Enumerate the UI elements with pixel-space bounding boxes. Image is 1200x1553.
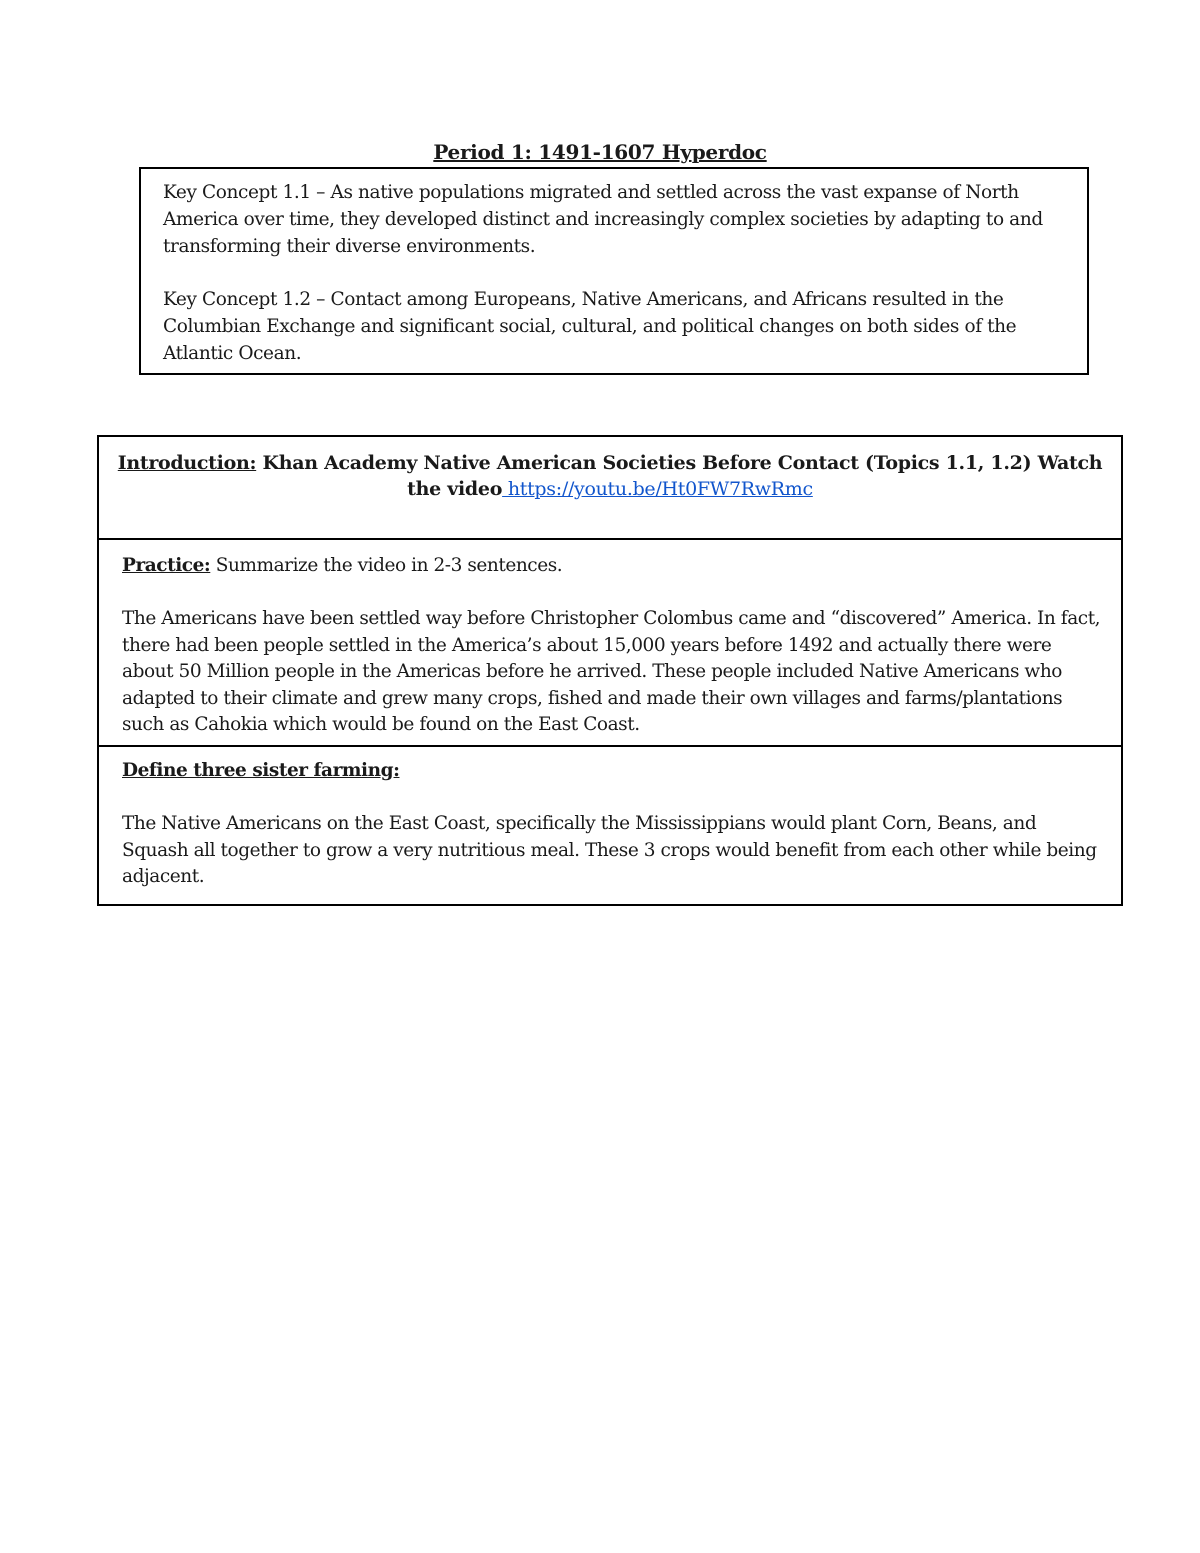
hyperdoc-table — [97, 435, 1123, 906]
practice-label: Practice: — [122, 555, 211, 576]
key-concept-1-2: Key Concept 1.2 – Contact among Europeans, Native Americans, and Africans resulted in the Columbian Exchange and significant social, cultural, and political changes on both sides of the Atlantic Ocean. — [163, 289, 1017, 364]
key-concept-1-1: Key Concept 1.1 – As native populations migrated and settled across the vast expanse of North America over time, they developed distinct and increasingly complex societies by adapting to and transforming their diverse environments. — [163, 182, 1043, 257]
introduction-row — [99, 437, 1121, 540]
define-prompt — [122, 758, 1102, 785]
define-answer[interactable]: The Native Americans on the East Coast, specifically the Mississippians would plant Corn, Beans, and Squash all together to grow a very nutritious meal. These 3 crops would benefit from each other while being adjacent. — [122, 813, 1097, 887]
practice-prompt — [122, 553, 1102, 580]
page-title: Period 1: 1491-1607 Hyperdoc — [433, 140, 767, 164]
introduction-text — [99, 450, 1121, 502]
practice-instructions: Summarize the video in 2-3 sentences. — [210, 555, 563, 576]
define-label: Define three sister farming: — [122, 760, 400, 781]
define-row — [99, 747, 1121, 904]
key-concepts-box — [139, 167, 1089, 375]
introduction-description: Khan Academy Native American Societies Before Contact (Topics 1.1, 1.2) Watch the video — [256, 452, 1103, 500]
practice-answer[interactable]: The Americans have been settled way before Christopher Colombus came and “discovered” America. In fact, there had been people settled in the America’s about 15,000 years before 1492 and actually there were about 50 Million people in the Americas before he arrived. These people included Native Americans who adapted to their climate and grew many crops, fished and made their own villages and farms/plantations such as Cahokia which would be found on the East Coast. — [122, 608, 1101, 735]
video-link[interactable]: https://youtu.be/Ht0FW7RwRmc — [502, 478, 813, 500]
practice-row — [99, 540, 1121, 747]
introduction-label: Introduction: — [117, 452, 257, 474]
